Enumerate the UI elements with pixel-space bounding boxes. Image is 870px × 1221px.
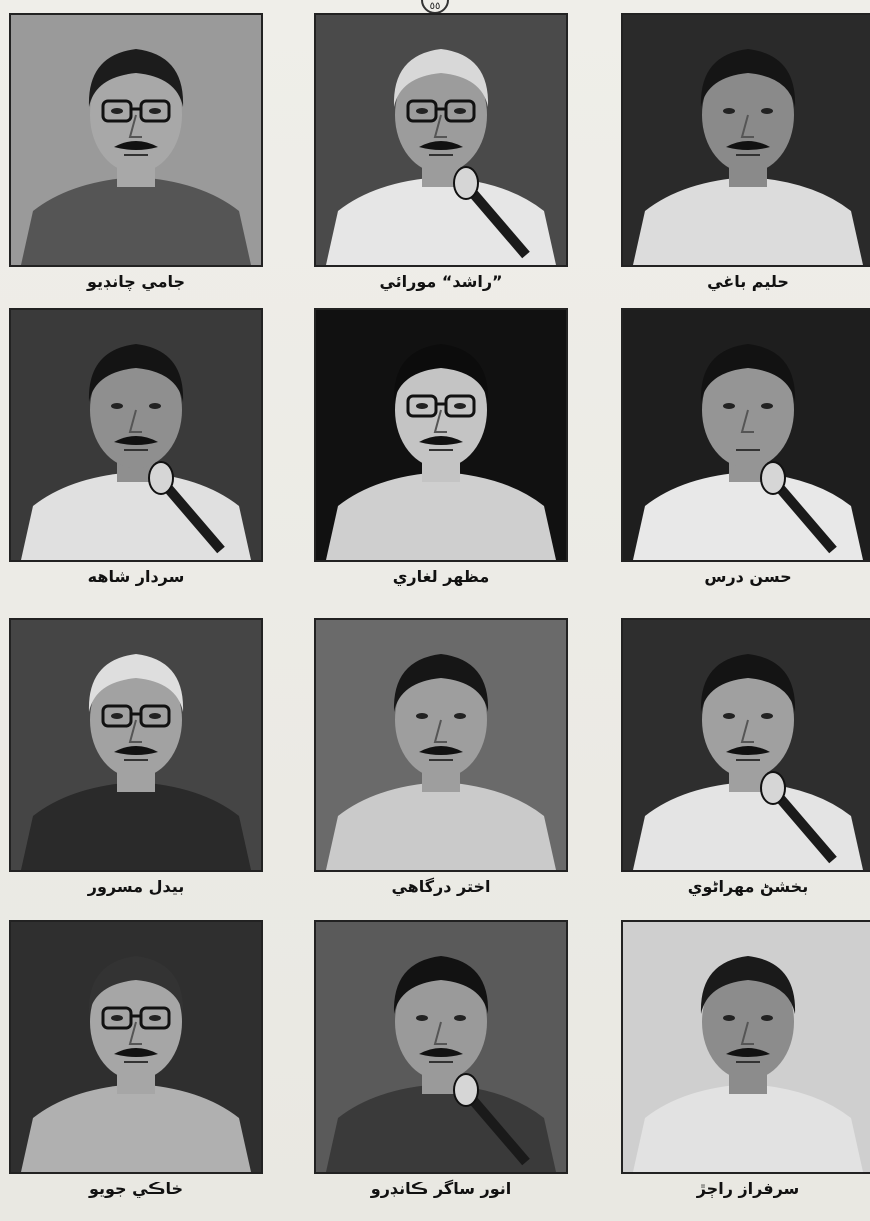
portrait-image bbox=[623, 922, 870, 1172]
microphone-icon bbox=[761, 772, 785, 804]
portrait-mazhar-leghari bbox=[314, 308, 568, 588]
portrait-sardar-shah bbox=[9, 308, 263, 588]
portrait-caption: بيدل مسرور bbox=[87, 877, 185, 896]
portrait-photo bbox=[621, 618, 870, 872]
left-eye bbox=[723, 403, 735, 409]
portrait-image bbox=[11, 922, 261, 1172]
left-eye bbox=[723, 108, 735, 114]
portrait-jami-chandio bbox=[9, 13, 263, 293]
portrait-image bbox=[623, 620, 870, 870]
portrait-photo bbox=[314, 308, 568, 562]
right-eye bbox=[149, 108, 161, 114]
portrait-caption: انور ساگر ڪانڊرو bbox=[370, 1179, 512, 1198]
portrait-photo bbox=[9, 13, 263, 267]
portrait-khaki-joyo bbox=[9, 920, 263, 1200]
right-eye bbox=[761, 713, 773, 719]
portrait-photo bbox=[9, 920, 263, 1174]
portrait-haleem-baghi bbox=[621, 13, 870, 293]
portrait-image bbox=[11, 15, 261, 265]
portrait-caption: حسن درس bbox=[704, 567, 792, 586]
portrait-bedil-masroor bbox=[9, 618, 263, 898]
left-eye bbox=[111, 403, 123, 409]
right-eye bbox=[761, 403, 773, 409]
microphone-icon bbox=[149, 462, 173, 494]
left-eye bbox=[416, 403, 428, 409]
right-eye bbox=[454, 1015, 466, 1021]
portrait-image bbox=[11, 310, 261, 560]
right-eye bbox=[149, 1015, 161, 1021]
portrait-photo bbox=[9, 618, 263, 872]
portrait-photo bbox=[314, 618, 568, 872]
portrait-image bbox=[316, 15, 566, 265]
right-eye bbox=[149, 713, 161, 719]
portrait-caption: حليم باغي bbox=[707, 272, 789, 291]
portrait-image bbox=[623, 310, 870, 560]
left-eye bbox=[723, 1015, 735, 1021]
right-eye bbox=[454, 403, 466, 409]
portrait-rashid-morai bbox=[314, 13, 568, 293]
portrait-hassan-dars bbox=[621, 308, 870, 588]
microphone-icon bbox=[761, 462, 785, 494]
portrait-anwar-sagar-kandro bbox=[314, 920, 568, 1200]
portrait-photo bbox=[621, 13, 870, 267]
portrait-image bbox=[316, 620, 566, 870]
right-eye bbox=[149, 403, 161, 409]
portrait-caption: ”راشد“ مورائي bbox=[379, 272, 503, 291]
portrait-photo bbox=[9, 308, 263, 562]
left-eye bbox=[416, 713, 428, 719]
portrait-image bbox=[316, 310, 566, 560]
portrait-caption: اختر درگاهي bbox=[391, 877, 491, 896]
portrait-caption: جامي چانڊيو bbox=[86, 272, 186, 291]
left-eye bbox=[111, 108, 123, 114]
right-eye bbox=[454, 108, 466, 114]
portrait-image bbox=[316, 922, 566, 1172]
portrait-caption: خاڪي جويو bbox=[88, 1179, 184, 1198]
left-eye bbox=[111, 713, 123, 719]
portrait-photo bbox=[314, 13, 568, 267]
left-eye bbox=[416, 1015, 428, 1021]
page-number: ٥٥ bbox=[421, 0, 449, 14]
right-eye bbox=[761, 1015, 773, 1021]
microphone-icon bbox=[454, 1074, 478, 1106]
portrait-photo bbox=[314, 920, 568, 1174]
portrait-caption: مظهر لغاري bbox=[392, 567, 490, 586]
portrait-caption: سردار شاهه bbox=[87, 567, 185, 586]
portrait-caption: سرفراز راڄڙ bbox=[696, 1179, 800, 1198]
portrait-photo bbox=[621, 308, 870, 562]
right-eye bbox=[761, 108, 773, 114]
portrait-sarfraz-rajar bbox=[621, 920, 870, 1200]
right-eye bbox=[454, 713, 466, 719]
portrait-image bbox=[623, 15, 870, 265]
left-eye bbox=[723, 713, 735, 719]
portrait-image bbox=[11, 620, 261, 870]
left-eye bbox=[416, 108, 428, 114]
portrait-caption: بخشڻ مهراڻوي bbox=[687, 877, 809, 896]
portrait-photo bbox=[621, 920, 870, 1174]
left-eye bbox=[111, 1015, 123, 1021]
microphone-icon bbox=[454, 167, 478, 199]
portrait-bakhshan-mahranvi bbox=[621, 618, 870, 898]
portrait-akhtar-dargahi bbox=[314, 618, 568, 898]
